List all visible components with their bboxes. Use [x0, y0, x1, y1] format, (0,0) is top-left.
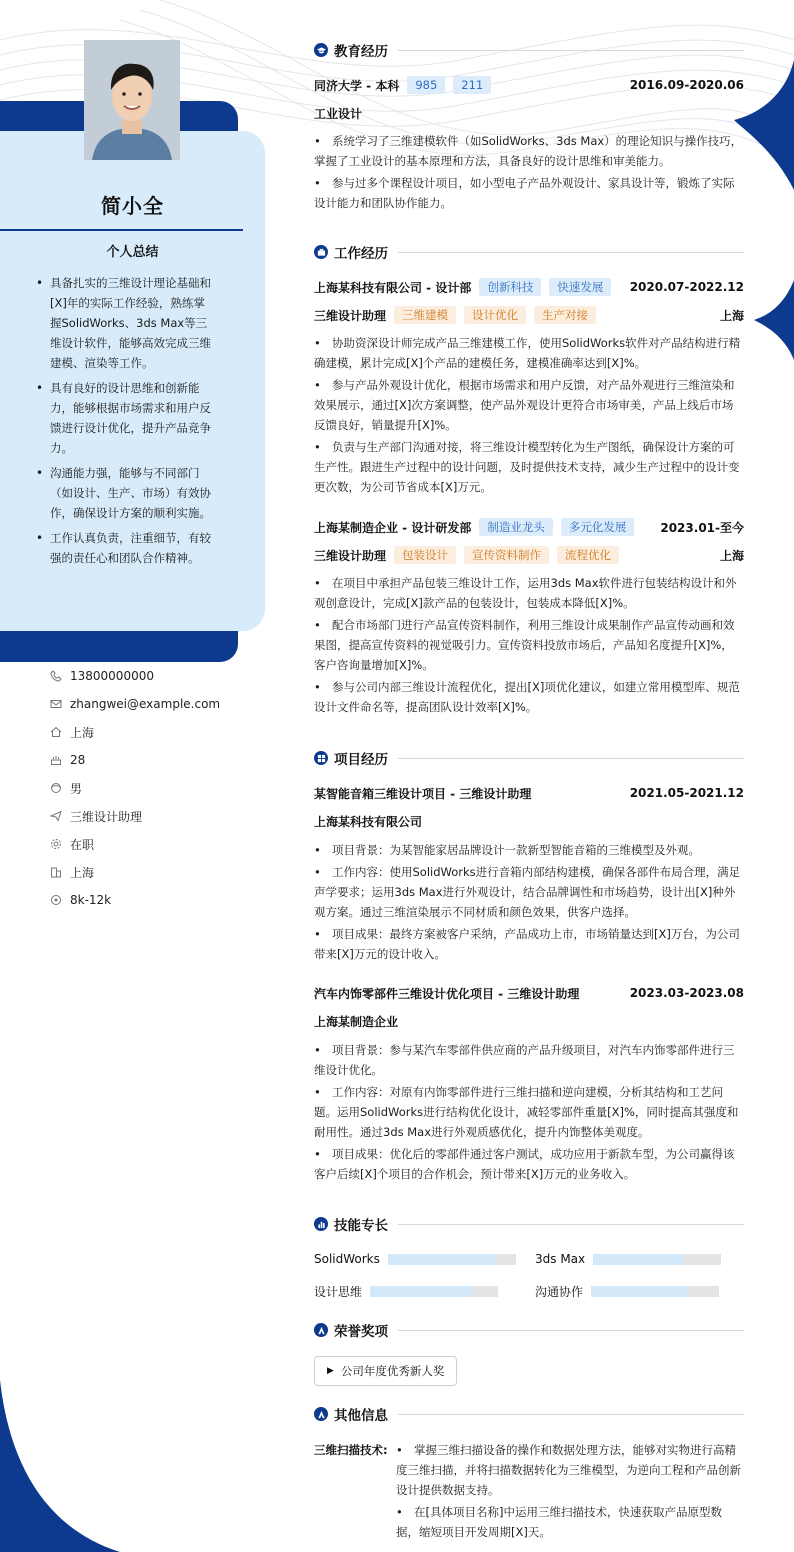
skill-name: 3ds Max: [535, 1252, 586, 1266]
job-company-row: [314, 276, 744, 298]
section-title: 技能专长: [334, 1218, 388, 1234]
job-date: 2023.01-至今: [660, 520, 744, 535]
project-name: 某智能音箱三维设计项目 - 三维设计助理: [314, 786, 532, 801]
skill-bar: [388, 1254, 516, 1265]
company-tag: 制造业龙头: [479, 518, 553, 536]
skill-bar-fill: [593, 1254, 683, 1265]
list-item: • 配合市场部门进行产品宣传资料制作，利用三维设计成果制作产品宣传动画和效果图，提高宣传资料的视觉吸引力。宣传资料投放市场后，产品知名度提升[X]%，客户咨询量增加[X]%。: [314, 615, 744, 675]
school-name: 同济大学 - 本科: [314, 78, 400, 93]
name-divider: [0, 229, 243, 231]
summary-title: 个人总结: [106, 245, 159, 260]
role-tag: 包装设计: [394, 546, 456, 564]
contact-position: 三维设计助理: [50, 802, 220, 830]
section-title: 教育经历: [334, 44, 388, 60]
job-role: 三维设计助理: [314, 308, 387, 323]
project-row: [314, 782, 744, 804]
list-item: • 负责与生产部门沟通对接，将三维设计模型转化为生产图纸，确保设计方案的可生产性。跟进生产过程中的设计问题，及时提供技术支持，减少生产过程中的设计变更次数，为公司节省成本[X]万元。: [314, 437, 744, 497]
gender-icon: [50, 782, 62, 794]
award-name: 公司年度优秀新人奖: [340, 1364, 445, 1378]
skill-item: [314, 1248, 516, 1270]
section-divider: [398, 252, 744, 253]
contact-list: [50, 662, 220, 914]
job-role-row: [314, 544, 744, 566]
decorative-curve-bottom-right: [754, 1380, 794, 1552]
play-icon: ▶: [327, 1366, 334, 1376]
school-tag: 985: [407, 76, 445, 94]
cake-icon: [50, 754, 62, 766]
list-item: • 项目成果：最终方案被客户采纳，产品成功上市，市场销量达到[X]万台，为公司带来[X]万元的设计收入。: [314, 924, 744, 964]
major-name: 工业设计: [314, 106, 363, 121]
project-date: 2023.03-2023.08: [629, 986, 744, 1000]
list-item: • 掌握三维扫描设备的操作和数据处理方法，能够对实物进行高精度三维扫描，并将扫描数据转化为三维模型，为逆向工程和产品创新设计提供数据支持。: [396, 1440, 744, 1500]
skill-name: 设计思维: [314, 1284, 363, 1299]
bar-chart-icon: [314, 1217, 328, 1231]
list-item: • 工作内容：对原有内饰零部件进行三维扫描和逆向建模，分析其结构和工艺问题。运用SolidWorks进行结构优化设计，减轻零部件重量[X]%，同时提高其强度和耐用性。通过3ds Max进行外观质感优化，提升内饰整体美观度。: [314, 1082, 744, 1142]
project-bullets: [314, 840, 744, 966]
section-divider: [398, 1414, 744, 1415]
decorative-curve-mid-right: [754, 280, 794, 360]
skill-bar: [370, 1286, 498, 1297]
list-item: • 项目背景：参与某汽车零部件供应商的产品升级项目，对汽车内饰零部件进行三维设计优化。: [314, 1040, 744, 1080]
section-divider: [398, 1224, 744, 1225]
grid-icon: [314, 751, 328, 765]
job-bullets: [314, 573, 744, 719]
skill-item: [535, 1280, 719, 1302]
award-chip: [314, 1356, 457, 1386]
job-location: 上海: [719, 548, 744, 563]
coin-icon: [50, 894, 62, 906]
other-label: 三维扫描技术:: [314, 1443, 388, 1457]
job-company-row: [314, 516, 744, 538]
list-item: • 项目背景：为某智能家居品牌设计一款新型智能音箱的三维模型及外观。: [314, 840, 744, 860]
contact-salary: 8k-12k: [50, 886, 220, 914]
job-date: 2020.07-2022.12: [629, 280, 744, 294]
job-bullets: [314, 333, 744, 499]
list-item: • 参与公司内部三维设计流程优化，提出[X]项优化建议，如建立常用模型库、规范设计文件命名等，提高团队设计效率[X]%。: [314, 677, 744, 717]
project-org: 上海某科技有限公司: [314, 814, 423, 829]
contact-gender: 男: [50, 774, 220, 802]
contact-status: 在职: [50, 830, 220, 858]
contact-work-city: 上海: [50, 858, 220, 886]
job-location: 上海: [719, 308, 744, 323]
contact-residence: 上海: [50, 718, 220, 746]
skill-bar: [591, 1286, 719, 1297]
building-icon: [50, 866, 62, 878]
skill-name: SolidWorks: [314, 1252, 380, 1266]
home-icon: [50, 726, 62, 738]
job-role-row: [314, 304, 744, 326]
section-work-header: [314, 242, 744, 262]
contact-email: zhangwei@example.com: [50, 690, 220, 718]
section-awards-header: [314, 1320, 744, 1340]
list-item: • 项目成果：优化后的零部件通过客户测试，成功应用于新款车型，为公司赢得该客户后续[X]个项目的合作机会，预计带来[X]万元的业务收入。: [314, 1144, 744, 1184]
contact-phone: 13800000000: [50, 662, 220, 690]
summary-item: • 工作认真负责，注重细节，有较强的责任心和团队合作精神。: [32, 528, 216, 568]
project-org: 上海某制造企业: [314, 1014, 399, 1029]
section-other-header: [314, 1404, 744, 1424]
section-title: 荣誉奖项: [334, 1324, 388, 1340]
role-tag: 设计优化: [464, 306, 526, 324]
project-date: 2021.05-2021.12: [629, 786, 744, 800]
role-tag: 宣传资料制作: [464, 546, 549, 564]
summary-item: • 沟通能力强，能够与不同部门（如设计、生产、市场）有效协作，确保设计方案的顺利实施。: [32, 463, 216, 523]
other-bullets: [396, 1440, 744, 1544]
company-tag: 创新科技: [479, 278, 541, 296]
education-date: 2016.09-2020.06: [629, 78, 744, 92]
list-item: • 工作内容：使用SolidWorks进行音箱内部结构建模，确保各部件布局合理，满足声学要求；运用3ds Max进行外观设计，结合品牌调性和市场趋势，设计出[X]种外观方案。通过三维渲染展示不同材质和颜色效果，供客户选择。: [314, 862, 744, 922]
briefcase-icon: [314, 245, 328, 259]
graduation-cap-icon: [314, 43, 328, 57]
section-title: 其他信息: [334, 1408, 388, 1424]
skill-item: [314, 1280, 498, 1302]
section-education-header: [314, 40, 744, 60]
section-title: 工作经历: [334, 246, 388, 262]
role-tag: 生产对接: [534, 306, 596, 324]
section-divider: [398, 758, 744, 759]
send-icon: [50, 810, 62, 822]
info-icon: [314, 1407, 328, 1421]
list-item: • 协助资深设计师完成产品三维建模工作，使用SolidWorks软件对产品结构进行精确建模，累计完成[X]个产品的建模任务，建模准确率达到[X]%。: [314, 333, 744, 373]
section-title: 项目经历: [334, 752, 388, 768]
profile-photo: [84, 40, 180, 160]
list-item: • 参与过多个课程设计项目，如小型电子产品外观设计、家具设计等，锻炼了实际设计能力和团队协作能力。: [314, 173, 744, 213]
company-name: 上海某制造企业 - 设计研发部: [314, 520, 472, 535]
skill-item: [535, 1248, 721, 1270]
role-tag: 三维建模: [394, 306, 456, 324]
company-tag: 快速发展: [549, 278, 611, 296]
summary-item: • 具备扎实的三维设计理论基础和[X]年的实际工作经验，熟练掌握SolidWorks、3ds Max等三维设计软件，能够高效完成三维建模、渲染等工作。: [32, 273, 216, 373]
phone-icon: [50, 670, 62, 682]
company-tag: 多元化发展: [561, 518, 635, 536]
job-role: 三维设计助理: [314, 548, 387, 563]
skill-bar-fill: [388, 1254, 497, 1265]
skill-name: 沟通协作: [535, 1284, 584, 1299]
gear-icon: [50, 838, 62, 850]
major-row: [314, 102, 744, 124]
section-projects-header: [314, 748, 744, 768]
candidate-name: 简小全: [101, 194, 164, 218]
section-divider: [398, 50, 744, 51]
contact-age: 28: [50, 746, 220, 774]
education-row: [314, 74, 744, 96]
mail-icon: [50, 698, 62, 710]
project-org-row: [314, 810, 744, 832]
list-item: • 参与产品外观设计优化，根据市场需求和用户反馈，对产品外观进行三维渲染和效果展示，通过[X]次方案调整，使产品外观设计更符合市场审美，产品上线后市场反馈良好，销量提升[X]%。: [314, 375, 744, 435]
education-bullets: [314, 131, 744, 215]
summary-list: [32, 273, 216, 573]
project-org-row: [314, 1010, 744, 1032]
skill-bar-fill: [370, 1286, 472, 1297]
company-name: 上海某科技有限公司 - 设计部: [314, 280, 472, 295]
project-row: [314, 982, 744, 1004]
summary-item: • 具有良好的设计思维和创新能力，能够根据市场需求和用户反馈进行设计优化，提升产品竞争力。: [32, 378, 216, 458]
trophy-icon: [314, 1323, 328, 1337]
role-tag: 流程优化: [557, 546, 619, 564]
section-divider: [398, 1330, 744, 1331]
school-tag: 211: [453, 76, 491, 94]
project-bullets: [314, 1040, 744, 1186]
list-item: • 系统学习了三维建模软件（如SolidWorks、3ds Max）的理论知识与操作技巧，掌握了工业设计的基本原理和方法，具备良好的设计思维和审美能力。: [314, 131, 744, 171]
skill-bar: [593, 1254, 721, 1265]
list-item: • 在项目中承担产品包装三维设计工作，运用3ds Max软件进行包装结构设计和外观创意设计，完成[X]款产品的包装设计，包装成本降低[X]%。: [314, 573, 744, 613]
list-item: • 在[具体项目名称]中运用三维扫描技术，快速获取产品原型数据，缩短项目开发周期[X]天。: [396, 1502, 744, 1542]
project-name: 汽车内饰零部件三维设计优化项目 - 三维设计助理: [314, 986, 580, 1001]
section-skills-header: [314, 1214, 744, 1234]
decorative-curve-bottom-left: [0, 1380, 120, 1552]
skill-bar-fill: [591, 1286, 687, 1297]
